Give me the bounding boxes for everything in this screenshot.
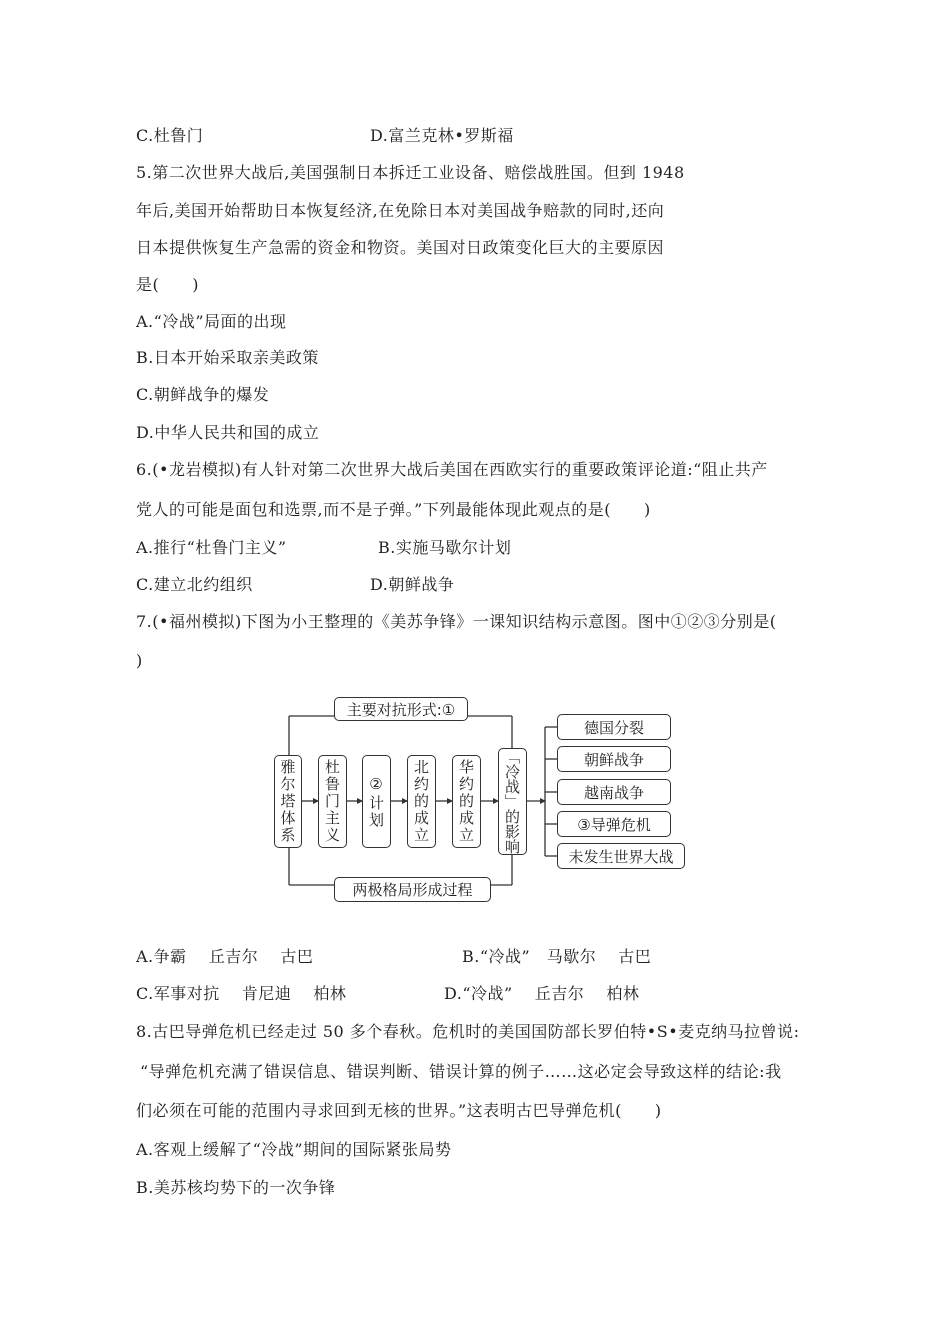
q6-option-b: B.实施马歇尔计划 (378, 538, 512, 557)
q5-option-d: D.中华人民共和国的成立 (136, 423, 320, 442)
q5-option-b: B.日本开始采取亲美政策 (136, 348, 319, 367)
q8-stem-line-3: 们必须在可能的范围内寻求回到无核的世界。”这表明古巴导弹危机( ) (136, 1101, 662, 1120)
chain-truman-doctrine: 杜鲁门主义 (318, 755, 347, 848)
q7-option-d: D.“冷战” 丘吉尔 柏林 (444, 984, 640, 1003)
chain-yalta-system: 雅尔塔体系 (274, 755, 302, 848)
q8-stem-line-1: 8.古巴导弹危机已经走过 50 多个春秋。危机时的美国国防部长罗伯特•S•麦克纳马拉曾说: (136, 1022, 800, 1041)
effect-vietnam-war: 越南战争 (557, 779, 671, 805)
q5-option-a: A.“冷战”局面的出现 (136, 312, 287, 331)
q5-stem-line-2: 年后,美国开始帮助日本恢复经济,在免除日本对美国战争赔款的同时,还向 (136, 201, 665, 220)
q8-option-b: B.美苏核均势下的一次争锋 (136, 1178, 336, 1197)
chain-warsaw-pact-founding: 华约的成立 (452, 755, 481, 848)
q4-option-c: C.杜鲁门 (136, 126, 204, 145)
q7-option-c: C.军事对抗 肯尼迪 柏林 (136, 984, 347, 1003)
q6-option-a: A.推行“杜鲁门主义” (136, 538, 287, 557)
diagram-bottom-label: 两极格局形成过程 (334, 877, 491, 902)
q6-option-d: D.朝鲜战争 (370, 575, 455, 594)
q6-stem-line-1: 6.(•龙岩模拟)有人针对第二次世界大战后美国在西欧实行的重要政策评论道:“阻止共产 (136, 460, 768, 479)
effect-korean-war: 朝鲜战争 (557, 746, 671, 772)
chain-nato-founding: 北约的成立 (407, 755, 436, 848)
effect-no-world-war: 未发生世界大战 (557, 843, 685, 869)
q5-stem-line-1: 5.第二次世界大战后,美国强制日本拆迁工业设备、赔偿战胜国。但到 1948 (136, 163, 685, 182)
effect-missile-crisis-3: ③导弹危机 (557, 811, 671, 837)
q4-option-d: D.富兰克林•罗斯福 (370, 126, 514, 145)
q8-stem-line-2: “导弹危机充满了错误信息、错误判断、错误计算的例子……这必定会导致这样的结论:我 (140, 1062, 782, 1081)
diagram-top-label: 主要对抗形式:① (334, 697, 468, 721)
chain-cold-war-impact: 「冷战」的影响 (498, 748, 527, 855)
q7-option-b: B.“冷战” 马歇尔 古巴 (462, 947, 652, 966)
q5-stem-line-3: 日本提供恢复生产急需的资金和物资。美国对日政策变化巨大的主要原因 (136, 238, 665, 257)
effect-germany-division: 德国分裂 (557, 714, 671, 740)
q7-stem-line-2: ) (136, 651, 143, 670)
q5-option-c: C.朝鲜战争的爆发 (136, 385, 270, 404)
q8-option-a: A.客观上缓解了“冷战”期间的国际紧张局势 (136, 1140, 452, 1159)
q7-stem-line-1: 7.(•福州模拟)下图为小王整理的《美苏争锋》一课知识结构示意图。图中①②③分别是( (136, 612, 777, 631)
q6-option-c: C.建立北约组织 (136, 575, 253, 594)
q5-stem-line-4: 是( ) (136, 275, 199, 294)
q7-option-a: A.争霸 丘吉尔 古巴 (136, 947, 314, 966)
q6-stem-line-2: 党人的可能是面包和选票,而不是子弹。”下列最能体现此观点的是( ) (136, 500, 651, 519)
chain-plan-2: ②计划 (362, 755, 391, 848)
